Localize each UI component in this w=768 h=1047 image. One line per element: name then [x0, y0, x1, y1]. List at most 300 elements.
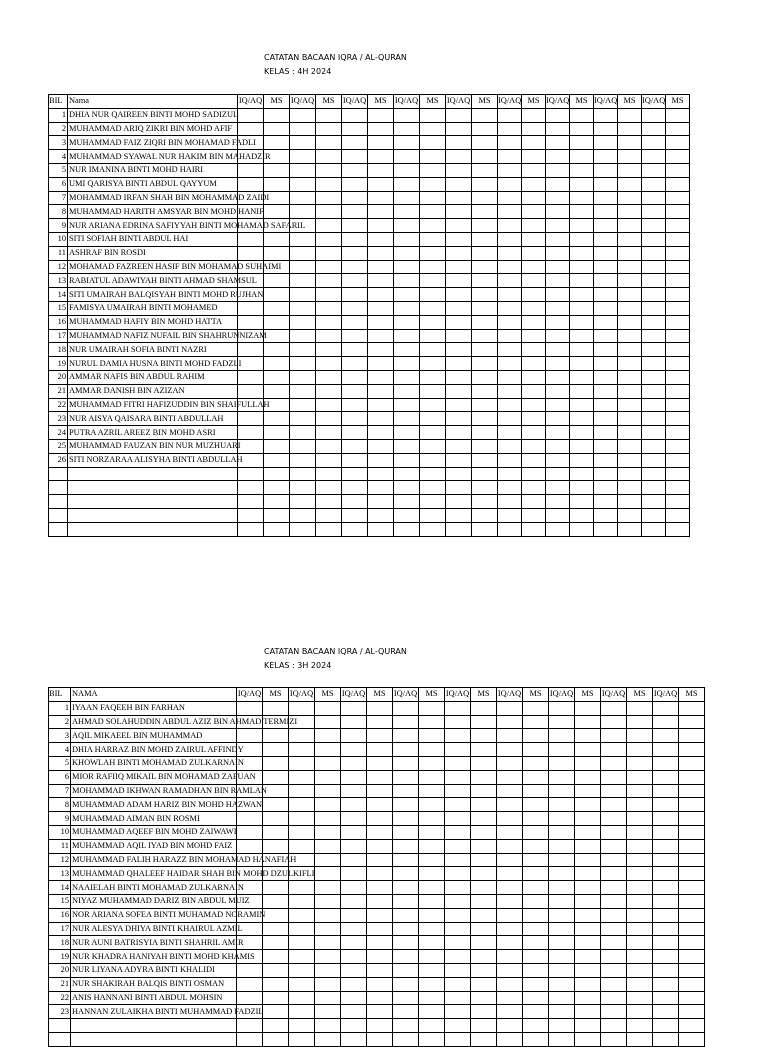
record-cell[interactable]: [342, 508, 368, 522]
record-cell[interactable]: [549, 922, 575, 936]
record-cell[interactable]: [367, 894, 393, 908]
record-cell[interactable]: [342, 136, 368, 150]
record-cell[interactable]: [394, 205, 420, 219]
record-cell[interactable]: [653, 701, 679, 715]
record-cell[interactable]: [419, 950, 445, 964]
record-cell[interactable]: [627, 950, 653, 964]
record-cell[interactable]: [601, 743, 627, 757]
record-cell[interactable]: [445, 867, 471, 881]
record-cell[interactable]: [594, 177, 618, 191]
record-cell[interactable]: [290, 260, 316, 274]
record-cell[interactable]: [419, 784, 445, 798]
record-cell[interactable]: [264, 177, 290, 191]
record-cell[interactable]: [666, 412, 690, 426]
record-cell[interactable]: [601, 770, 627, 784]
record-cell[interactable]: [594, 191, 618, 205]
record-cell[interactable]: [472, 177, 498, 191]
record-cell[interactable]: [546, 246, 570, 260]
record-cell[interactable]: [471, 825, 497, 839]
record-cell[interactable]: [618, 205, 642, 219]
record-cell[interactable]: [498, 122, 522, 136]
record-cell[interactable]: [471, 963, 497, 977]
record-cell[interactable]: [546, 315, 570, 329]
record-cell[interactable]: [497, 1032, 523, 1046]
record-cell[interactable]: [601, 853, 627, 867]
record-cell[interactable]: [290, 357, 316, 371]
record-cell[interactable]: [522, 508, 546, 522]
record-cell[interactable]: [594, 260, 618, 274]
record-cell[interactable]: [618, 329, 642, 343]
record-cell[interactable]: [68, 495, 238, 509]
record-cell[interactable]: [367, 867, 393, 881]
record-cell[interactable]: [627, 853, 653, 867]
record-cell[interactable]: [472, 508, 498, 522]
record-cell[interactable]: [549, 881, 575, 895]
record-cell[interactable]: [393, 853, 419, 867]
record-cell[interactable]: [237, 812, 263, 826]
record-cell[interactable]: [316, 260, 342, 274]
record-cell[interactable]: [642, 522, 666, 536]
record-cell[interactable]: [472, 108, 498, 122]
record-cell[interactable]: [472, 219, 498, 233]
record-cell[interactable]: [290, 288, 316, 302]
record-cell[interactable]: [290, 467, 316, 481]
record-cell[interactable]: [653, 867, 679, 881]
record-cell[interactable]: [394, 467, 420, 481]
record-cell[interactable]: [264, 384, 290, 398]
record-cell[interactable]: [570, 246, 594, 260]
record-cell[interactable]: [289, 839, 315, 853]
record-cell[interactable]: [68, 481, 238, 495]
record-cell[interactable]: [394, 357, 420, 371]
record-cell[interactable]: [594, 426, 618, 440]
record-cell[interactable]: [368, 315, 394, 329]
record-cell[interactable]: [394, 274, 420, 288]
record-cell[interactable]: [315, 839, 341, 853]
record-cell[interactable]: [601, 881, 627, 895]
record-cell[interactable]: [498, 439, 522, 453]
record-cell[interactable]: [264, 163, 290, 177]
record-cell[interactable]: [522, 108, 546, 122]
record-cell[interactable]: [498, 398, 522, 412]
record-cell[interactable]: [420, 191, 446, 205]
record-cell[interactable]: [316, 495, 342, 509]
record-cell[interactable]: [264, 301, 290, 315]
record-cell[interactable]: [653, 881, 679, 895]
record-cell[interactable]: [316, 288, 342, 302]
record-cell[interactable]: [642, 357, 666, 371]
record-cell[interactable]: [666, 163, 690, 177]
record-cell[interactable]: [653, 963, 679, 977]
record-cell[interactable]: [471, 1019, 497, 1033]
record-cell[interactable]: [316, 301, 342, 315]
record-cell[interactable]: [316, 343, 342, 357]
record-cell[interactable]: [290, 384, 316, 398]
record-cell[interactable]: [627, 991, 653, 1005]
record-cell[interactable]: [523, 977, 549, 991]
record-cell[interactable]: [498, 329, 522, 343]
record-cell[interactable]: [601, 729, 627, 743]
record-cell[interactable]: [575, 867, 601, 881]
record-cell[interactable]: [446, 205, 472, 219]
record-cell[interactable]: [367, 977, 393, 991]
record-cell[interactable]: [264, 136, 290, 150]
record-cell[interactable]: [523, 701, 549, 715]
record-cell[interactable]: [341, 963, 367, 977]
record-cell[interactable]: [471, 881, 497, 895]
record-cell[interactable]: [315, 991, 341, 1005]
record-cell[interactable]: [549, 784, 575, 798]
record-cell[interactable]: [342, 453, 368, 467]
record-cell[interactable]: [522, 412, 546, 426]
record-cell[interactable]: [289, 784, 315, 798]
record-cell[interactable]: [570, 108, 594, 122]
record-cell[interactable]: [394, 150, 420, 164]
record-cell[interactable]: [394, 481, 420, 495]
record-cell[interactable]: [367, 950, 393, 964]
record-cell[interactable]: [341, 756, 367, 770]
record-cell[interactable]: [601, 950, 627, 964]
record-cell[interactable]: [523, 743, 549, 757]
record-cell[interactable]: [546, 232, 570, 246]
record-cell[interactable]: [472, 246, 498, 260]
record-cell[interactable]: [472, 191, 498, 205]
record-cell[interactable]: [316, 246, 342, 260]
record-cell[interactable]: [498, 453, 522, 467]
record-cell[interactable]: [342, 191, 368, 205]
record-cell[interactable]: [549, 743, 575, 757]
record-cell[interactable]: [627, 715, 653, 729]
record-cell[interactable]: [419, 825, 445, 839]
record-cell[interactable]: [341, 770, 367, 784]
record-cell[interactable]: [679, 867, 705, 881]
record-cell[interactable]: [601, 908, 627, 922]
record-cell[interactable]: [237, 701, 263, 715]
record-cell[interactable]: [315, 922, 341, 936]
record-cell[interactable]: [446, 426, 472, 440]
record-cell[interactable]: [393, 743, 419, 757]
record-cell[interactable]: [679, 963, 705, 977]
record-cell[interactable]: [237, 991, 263, 1005]
record-cell[interactable]: [653, 853, 679, 867]
record-cell[interactable]: [393, 825, 419, 839]
record-cell[interactable]: [316, 191, 342, 205]
record-cell[interactable]: [419, 1032, 445, 1046]
record-cell[interactable]: [419, 881, 445, 895]
record-cell[interactable]: [497, 798, 523, 812]
record-cell[interactable]: [446, 301, 472, 315]
record-cell[interactable]: [368, 343, 394, 357]
record-cell[interactable]: [679, 908, 705, 922]
record-cell[interactable]: [290, 232, 316, 246]
record-cell[interactable]: [290, 439, 316, 453]
record-cell[interactable]: [471, 1032, 497, 1046]
record-cell[interactable]: [419, 867, 445, 881]
record-cell[interactable]: [679, 1019, 705, 1033]
record-cell[interactable]: [419, 729, 445, 743]
record-cell[interactable]: [570, 508, 594, 522]
record-cell[interactable]: [342, 163, 368, 177]
record-cell[interactable]: [316, 108, 342, 122]
record-cell[interactable]: [446, 232, 472, 246]
record-cell[interactable]: [522, 232, 546, 246]
record-cell[interactable]: [315, 701, 341, 715]
record-cell[interactable]: [522, 288, 546, 302]
record-cell[interactable]: [393, 715, 419, 729]
record-cell[interactable]: [522, 274, 546, 288]
record-cell[interactable]: [393, 922, 419, 936]
record-cell[interactable]: [642, 412, 666, 426]
record-cell[interactable]: [368, 191, 394, 205]
record-cell[interactable]: [341, 922, 367, 936]
record-cell[interactable]: [264, 343, 290, 357]
record-cell[interactable]: [394, 426, 420, 440]
record-cell[interactable]: [420, 232, 446, 246]
record-cell[interactable]: [420, 288, 446, 302]
record-cell[interactable]: [445, 701, 471, 715]
record-cell[interactable]: [49, 481, 68, 495]
record-cell[interactable]: [666, 329, 690, 343]
record-cell[interactable]: [290, 481, 316, 495]
record-cell[interactable]: [618, 177, 642, 191]
record-cell[interactable]: [472, 357, 498, 371]
record-cell[interactable]: [420, 343, 446, 357]
record-cell[interactable]: [594, 329, 618, 343]
record-cell[interactable]: [642, 481, 666, 495]
record-cell[interactable]: [289, 963, 315, 977]
record-cell[interactable]: [472, 163, 498, 177]
record-cell[interactable]: [497, 908, 523, 922]
record-cell[interactable]: [445, 770, 471, 784]
record-cell[interactable]: [316, 274, 342, 288]
record-cell[interactable]: [342, 522, 368, 536]
record-cell[interactable]: [341, 729, 367, 743]
record-cell[interactable]: [570, 481, 594, 495]
record-cell[interactable]: [642, 177, 666, 191]
record-cell[interactable]: [289, 908, 315, 922]
record-cell[interactable]: [420, 163, 446, 177]
record-cell[interactable]: [264, 288, 290, 302]
record-cell[interactable]: [627, 936, 653, 950]
record-cell[interactable]: [601, 798, 627, 812]
record-cell[interactable]: [238, 232, 264, 246]
record-cell[interactable]: [446, 384, 472, 398]
record-cell[interactable]: [471, 756, 497, 770]
record-cell[interactable]: [342, 301, 368, 315]
record-cell[interactable]: [472, 150, 498, 164]
record-cell[interactable]: [523, 1005, 549, 1019]
record-cell[interactable]: [546, 343, 570, 357]
record-cell[interactable]: [368, 357, 394, 371]
record-cell[interactable]: [570, 467, 594, 481]
record-cell[interactable]: [627, 825, 653, 839]
record-cell[interactable]: [594, 163, 618, 177]
record-cell[interactable]: [238, 343, 264, 357]
record-cell[interactable]: [289, 1005, 315, 1019]
record-cell[interactable]: [446, 467, 472, 481]
record-cell[interactable]: [570, 191, 594, 205]
record-cell[interactable]: [341, 853, 367, 867]
record-cell[interactable]: [601, 715, 627, 729]
record-cell[interactable]: [570, 177, 594, 191]
record-cell[interactable]: [419, 991, 445, 1005]
record-cell[interactable]: [445, 908, 471, 922]
record-cell[interactable]: [570, 343, 594, 357]
record-cell[interactable]: [522, 122, 546, 136]
record-cell[interactable]: [315, 812, 341, 826]
record-cell[interactable]: [498, 301, 522, 315]
record-cell[interactable]: [264, 495, 290, 509]
record-cell[interactable]: [290, 301, 316, 315]
record-cell[interactable]: [238, 439, 264, 453]
record-cell[interactable]: [445, 1005, 471, 1019]
record-cell[interactable]: [394, 439, 420, 453]
record-cell[interactable]: [497, 784, 523, 798]
record-cell[interactable]: [575, 825, 601, 839]
record-cell[interactable]: [445, 977, 471, 991]
record-cell[interactable]: [368, 232, 394, 246]
record-cell[interactable]: [264, 508, 290, 522]
record-cell[interactable]: [522, 177, 546, 191]
record-cell[interactable]: [498, 219, 522, 233]
record-cell[interactable]: [49, 467, 68, 481]
record-cell[interactable]: [666, 508, 690, 522]
record-cell[interactable]: [290, 495, 316, 509]
record-cell[interactable]: [342, 467, 368, 481]
record-cell[interactable]: [316, 426, 342, 440]
record-cell[interactable]: [570, 315, 594, 329]
record-cell[interactable]: [546, 453, 570, 467]
record-cell[interactable]: [445, 853, 471, 867]
record-cell[interactable]: [289, 729, 315, 743]
record-cell[interactable]: [368, 108, 394, 122]
record-cell[interactable]: [238, 122, 264, 136]
record-cell[interactable]: [367, 936, 393, 950]
record-cell[interactable]: [419, 798, 445, 812]
record-cell[interactable]: [471, 1005, 497, 1019]
record-cell[interactable]: [264, 467, 290, 481]
record-cell[interactable]: [666, 384, 690, 398]
record-cell[interactable]: [642, 163, 666, 177]
record-cell[interactable]: [498, 412, 522, 426]
record-cell[interactable]: [570, 495, 594, 509]
record-cell[interactable]: [549, 756, 575, 770]
record-cell[interactable]: [446, 150, 472, 164]
record-cell[interactable]: [263, 812, 289, 826]
record-cell[interactable]: [420, 260, 446, 274]
record-cell[interactable]: [446, 357, 472, 371]
record-cell[interactable]: [367, 1019, 393, 1033]
record-cell[interactable]: [290, 522, 316, 536]
record-cell[interactable]: [666, 357, 690, 371]
record-cell[interactable]: [594, 288, 618, 302]
record-cell[interactable]: [315, 881, 341, 895]
record-cell[interactable]: [594, 274, 618, 288]
record-cell[interactable]: [341, 950, 367, 964]
record-cell[interactable]: [420, 370, 446, 384]
record-cell[interactable]: [618, 163, 642, 177]
record-cell[interactable]: [237, 977, 263, 991]
record-cell[interactable]: [393, 1019, 419, 1033]
record-cell[interactable]: [394, 122, 420, 136]
record-cell[interactable]: [315, 743, 341, 757]
record-cell[interactable]: [446, 329, 472, 343]
record-cell[interactable]: [237, 1019, 263, 1033]
record-cell[interactable]: [618, 232, 642, 246]
record-cell[interactable]: [316, 205, 342, 219]
record-cell[interactable]: [471, 701, 497, 715]
record-cell[interactable]: [601, 812, 627, 826]
record-cell[interactable]: [549, 1019, 575, 1033]
record-cell[interactable]: [367, 922, 393, 936]
record-cell[interactable]: [627, 798, 653, 812]
record-cell[interactable]: [472, 370, 498, 384]
record-cell[interactable]: [523, 839, 549, 853]
record-cell[interactable]: [549, 812, 575, 826]
record-cell[interactable]: [446, 522, 472, 536]
record-cell[interactable]: [522, 370, 546, 384]
record-cell[interactable]: [263, 1032, 289, 1046]
record-cell[interactable]: [522, 315, 546, 329]
record-cell[interactable]: [342, 205, 368, 219]
record-cell[interactable]: [546, 163, 570, 177]
record-cell[interactable]: [367, 715, 393, 729]
record-cell[interactable]: [445, 1032, 471, 1046]
record-cell[interactable]: [642, 205, 666, 219]
record-cell[interactable]: [367, 701, 393, 715]
record-cell[interactable]: [315, 950, 341, 964]
record-cell[interactable]: [315, 977, 341, 991]
record-cell[interactable]: [575, 715, 601, 729]
record-cell[interactable]: [546, 301, 570, 315]
record-cell[interactable]: [368, 522, 394, 536]
record-cell[interactable]: [666, 260, 690, 274]
record-cell[interactable]: [238, 426, 264, 440]
record-cell[interactable]: [289, 977, 315, 991]
record-cell[interactable]: [549, 853, 575, 867]
record-cell[interactable]: [594, 219, 618, 233]
record-cell[interactable]: [419, 894, 445, 908]
record-cell[interactable]: [666, 177, 690, 191]
record-cell[interactable]: [393, 770, 419, 784]
record-cell[interactable]: [642, 191, 666, 205]
record-cell[interactable]: [546, 370, 570, 384]
record-cell[interactable]: [264, 522, 290, 536]
record-cell[interactable]: [341, 839, 367, 853]
record-cell[interactable]: [472, 384, 498, 398]
record-cell[interactable]: [523, 1032, 549, 1046]
record-cell[interactable]: [419, 1005, 445, 1019]
record-cell[interactable]: [445, 812, 471, 826]
record-cell[interactable]: [522, 384, 546, 398]
record-cell[interactable]: [679, 853, 705, 867]
record-cell[interactable]: [472, 288, 498, 302]
record-cell[interactable]: [546, 177, 570, 191]
record-cell[interactable]: [570, 122, 594, 136]
record-cell[interactable]: [393, 936, 419, 950]
record-cell[interactable]: [316, 508, 342, 522]
record-cell[interactable]: [341, 977, 367, 991]
record-cell[interactable]: [575, 701, 601, 715]
record-cell[interactable]: [367, 1032, 393, 1046]
record-cell[interactable]: [471, 977, 497, 991]
record-cell[interactable]: [419, 715, 445, 729]
record-cell[interactable]: [341, 936, 367, 950]
record-cell[interactable]: [419, 701, 445, 715]
record-cell[interactable]: [523, 825, 549, 839]
record-cell[interactable]: [653, 908, 679, 922]
record-cell[interactable]: [642, 398, 666, 412]
